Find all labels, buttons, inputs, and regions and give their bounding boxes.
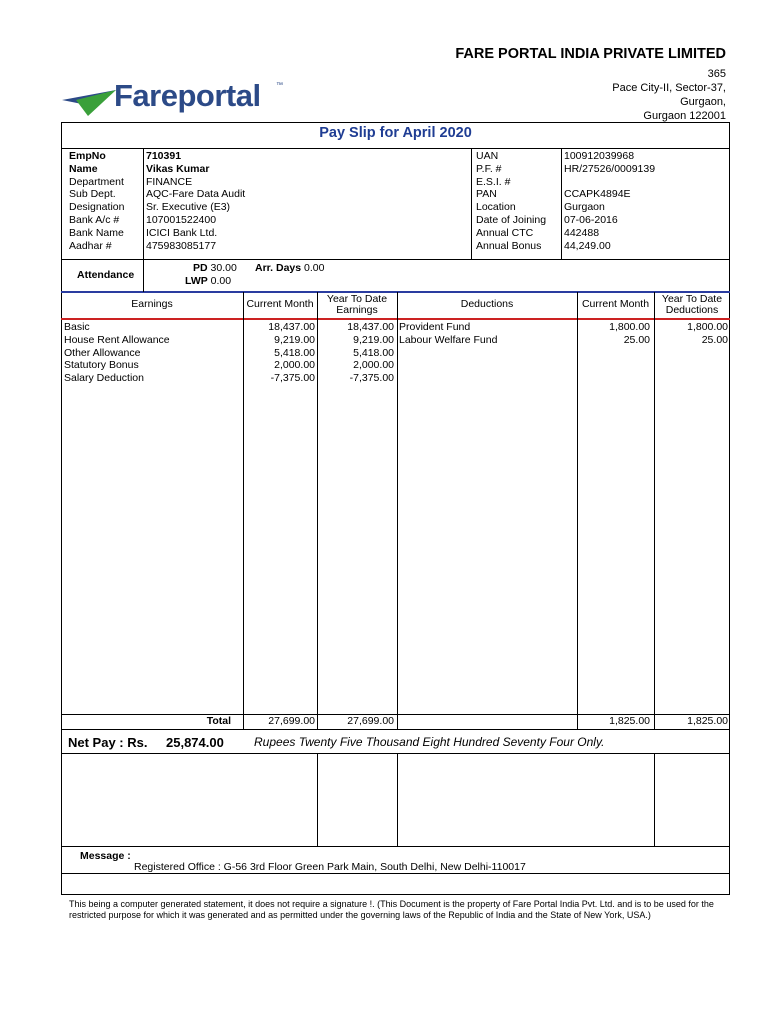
value-sub-dept: AQC-Fare Data Audit	[146, 188, 246, 201]
payslip-title: Pay Slip for April 2020	[319, 125, 472, 141]
col-divider	[143, 148, 144, 259]
divider-blue	[61, 291, 730, 293]
label-department: Department	[69, 175, 124, 188]
employee-labels-left	[69, 150, 124, 252]
table-row: Salary Deduction	[64, 372, 144, 385]
label-location: Location	[476, 201, 516, 214]
divider	[61, 729, 730, 730]
header-current-month: Current Month	[246, 298, 314, 310]
divider	[61, 148, 730, 149]
divider	[61, 259, 730, 260]
total-earnings-ytd: 27,699.00	[347, 715, 394, 727]
col-divider	[471, 148, 472, 259]
header-ytd-deductions-line1: Year To Date	[661, 293, 723, 305]
net-pay-amount: 25,874.00	[166, 735, 224, 750]
value-aadhar: 475983085177	[146, 239, 217, 252]
company-name: FARE PORTAL INDIA PRIVATE LIMITED	[455, 46, 726, 62]
pd-value: 30.00	[210, 262, 237, 274]
earnings-ytd	[317, 321, 394, 385]
employee-values-left	[146, 150, 245, 252]
table-cell: 25.00	[701, 333, 728, 346]
arr-label: Arr. Days	[255, 262, 302, 274]
table-cell: 18,437.00	[268, 321, 315, 333]
col-divider	[561, 148, 562, 259]
table-row: Statutory Bonus	[64, 359, 139, 372]
col-divider	[397, 753, 398, 846]
attendance-lwp	[185, 275, 231, 288]
deductions-names	[399, 321, 497, 347]
value-pan: CCAPK4894E	[564, 188, 631, 201]
pd-label: PD	[193, 262, 208, 274]
table-cell: 18,437.00	[347, 321, 394, 333]
col-divider	[317, 753, 318, 846]
logo-text: Fareportal	[114, 78, 261, 113]
message-label: Message :	[80, 850, 131, 862]
lwp-label: LWP	[185, 275, 208, 287]
arr-value: 0.00	[304, 262, 325, 274]
table-row: Provident Fund	[399, 321, 471, 333]
table-cell: 1,800.00	[609, 321, 650, 333]
label-name: Name	[69, 162, 98, 175]
table-cell: 5,418.00	[274, 346, 315, 359]
label-pan: PAN	[476, 188, 497, 201]
earnings-current	[243, 321, 315, 385]
value-empno: 710391	[146, 150, 182, 162]
lwp-value: 0.00	[210, 275, 232, 287]
message-text: Registered Office : G-56 3rd Floor Green Park Main, South Delhi, New Delhi-110017	[134, 861, 526, 873]
label-empno: EmpNo	[69, 150, 106, 162]
value-bank-ac: 107001522400	[146, 213, 217, 226]
label-designation: Designation	[69, 201, 125, 214]
total-label: Total	[206, 715, 231, 727]
label-bonus: Annual Bonus	[476, 239, 542, 252]
value-name: Vikas Kumar	[146, 162, 210, 175]
value-ctc: 442488	[564, 226, 600, 239]
divider	[61, 753, 730, 754]
net-pay-label: Net Pay : Rs.	[68, 735, 148, 750]
net-pay-words: Rupees Twenty Five Thousand Eight Hundred Seventy Four Only.	[254, 735, 605, 749]
value-location: Gurgaon	[564, 201, 605, 214]
fareportal-swoosh-icon	[62, 86, 118, 118]
table-cell: 25.00	[623, 333, 650, 346]
table-cell: 1,800.00	[687, 321, 728, 333]
col-divider	[143, 259, 144, 292]
footnote: This being a computer generated statement, it does not require a signature !. (This Document is the property of Fare Portal India Pvt. Ltd. and is to be used for the restricted purpose for which it was generated and as permitted under the governing laws of the Republic of India and the State of New York, USA.)	[69, 899, 714, 920]
table-cell: -7,375.00	[349, 372, 394, 385]
table-cell: 9,219.00	[353, 333, 394, 346]
table-cell: 9,219.00	[274, 333, 315, 346]
earnings-names	[64, 321, 170, 385]
col-divider	[654, 753, 655, 846]
table-row: House Rent Allowance	[64, 333, 170, 346]
label-bank-name: Bank Name	[69, 226, 124, 239]
label-esi: E.S.I. #	[476, 175, 511, 188]
header-deductions: Deductions	[460, 298, 514, 310]
col-divider	[654, 292, 655, 729]
table-cell: 5,418.00	[353, 346, 394, 359]
value-doj: 07-06-2016	[564, 213, 618, 226]
label-doj: Date of Joining	[476, 213, 547, 226]
value-bank-name: ICICI Bank Ltd.	[146, 226, 218, 239]
value-esi	[564, 176, 655, 189]
header-ytd-deductions-line2: Deductions	[665, 304, 719, 316]
deductions-ytd	[654, 321, 728, 347]
address-line: Gurgaon,	[680, 96, 726, 108]
value-designation: Sr. Executive (E3)	[146, 201, 231, 214]
header-earnings: Earnings	[131, 298, 173, 310]
table-cell: 2,000.00	[353, 359, 394, 372]
header-ytd-earnings-line1: Year To Date	[326, 293, 388, 305]
address-line: Gurgaon 122001	[643, 110, 726, 122]
value-bonus: 44,249.00	[564, 239, 611, 252]
header-ytd-deductions	[654, 294, 730, 316]
value-pf: HR/27526/0009139	[564, 162, 656, 175]
attendance-label: Attendance	[77, 269, 135, 281]
label-pf: P.F. #	[476, 162, 502, 175]
label-uan: UAN	[476, 150, 499, 162]
deductions-current	[577, 321, 650, 347]
attendance-pd	[193, 262, 237, 275]
label-sub-dept: Sub Dept.	[69, 188, 116, 201]
col-divider	[577, 292, 578, 729]
logo-trademark: ™	[276, 82, 283, 89]
employee-values-right	[564, 150, 655, 252]
company-logo	[62, 80, 292, 122]
header-ytd-earnings	[317, 294, 397, 316]
value-uan: 100912039968	[564, 150, 635, 162]
label-ctc: Annual CTC	[476, 226, 534, 239]
label-aadhar: Aadhar #	[69, 239, 112, 252]
total-earnings-current: 27,699.00	[268, 715, 315, 727]
total-deductions-current: 1,825.00	[609, 715, 650, 727]
table-cell: 2,000.00	[274, 359, 315, 372]
table-row: Labour Welfare Fund	[399, 333, 498, 346]
company-address	[612, 67, 726, 123]
table-row: Basic	[64, 321, 90, 333]
total-deductions-ytd: 1,825.00	[687, 715, 728, 727]
header-ytd-earnings-line2: Earnings	[336, 304, 378, 316]
value-department: FINANCE	[146, 175, 193, 188]
address-line: Pace City-II, Sector-37,	[612, 82, 726, 94]
address-line: 365	[707, 68, 726, 80]
table-row: Other Allowance	[64, 346, 141, 359]
divider-red	[61, 318, 730, 320]
employee-labels-right	[476, 150, 546, 252]
col-divider	[397, 292, 398, 729]
label-bank-ac: Bank A/c #	[69, 213, 120, 226]
table-cell: -7,375.00	[270, 372, 315, 385]
header-current-month-deductions: Current Month	[581, 298, 650, 310]
divider	[61, 846, 730, 847]
attendance-arr	[255, 262, 324, 275]
